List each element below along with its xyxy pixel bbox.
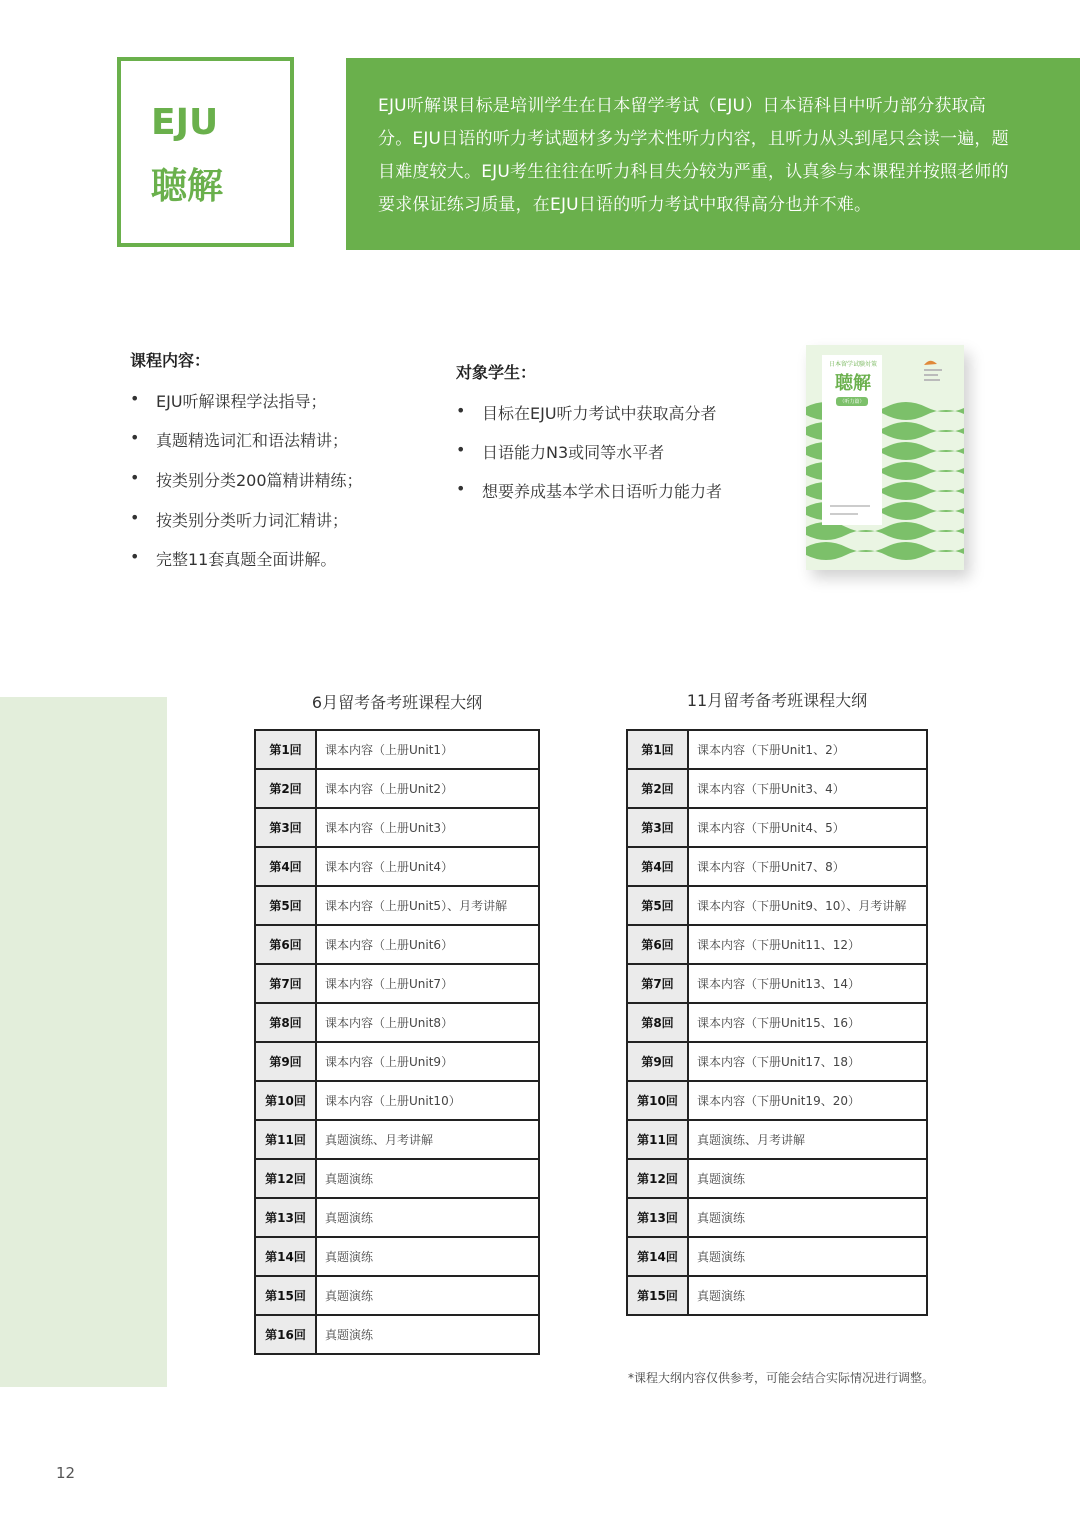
table-row bbox=[627, 769, 927, 808]
session-number: 第6回 bbox=[627, 925, 688, 964]
session-number: 第8回 bbox=[255, 1003, 316, 1042]
session-content: 课本内容（上册Unit1） bbox=[316, 730, 539, 769]
decorative-panel bbox=[0, 697, 167, 1387]
session-content: 真题演练 bbox=[316, 1315, 539, 1354]
table-row bbox=[627, 1042, 927, 1081]
title-listening: 聴解 bbox=[151, 166, 224, 207]
session-number: 第10回 bbox=[627, 1081, 688, 1120]
page-number: 12 bbox=[56, 1464, 76, 1482]
book-tag: （听力篇） bbox=[839, 399, 865, 405]
session-number: 第9回 bbox=[255, 1042, 316, 1081]
session-content: 课本内容（下册Unit13、14） bbox=[688, 964, 927, 1003]
table-row bbox=[255, 1042, 539, 1081]
table-row bbox=[255, 964, 539, 1003]
session-content: 课本内容（下册Unit1、2） bbox=[688, 730, 927, 769]
table-row bbox=[255, 769, 539, 808]
session-content: 课本内容（上册Unit5）、月考讲解 bbox=[316, 886, 539, 925]
course-item: • 完整11套真题全面讲解。 bbox=[130, 547, 363, 586]
session-content: 课本内容（上册Unit10） bbox=[316, 1081, 539, 1120]
table-row bbox=[627, 1276, 927, 1315]
table-row bbox=[627, 1159, 927, 1198]
session-number: 第8回 bbox=[627, 1003, 688, 1042]
book-cover bbox=[806, 345, 964, 570]
intro-box bbox=[346, 58, 1080, 250]
table-row bbox=[255, 1081, 539, 1120]
session-number: 第11回 bbox=[255, 1120, 316, 1159]
session-number: 第10回 bbox=[255, 1081, 316, 1120]
session-content: 课本内容（上册Unit8） bbox=[316, 1003, 539, 1042]
session-number: 第4回 bbox=[255, 847, 316, 886]
table-row bbox=[255, 1237, 539, 1276]
table-row bbox=[627, 925, 927, 964]
table-row bbox=[627, 964, 927, 1003]
november-outline-table bbox=[626, 729, 928, 1316]
table-row bbox=[255, 1315, 539, 1354]
target-item: • 目标在EJU听力考试中获取高分者 bbox=[456, 401, 722, 440]
june-outline-table bbox=[254, 729, 540, 1355]
table-row bbox=[255, 847, 539, 886]
course-list bbox=[130, 389, 363, 586]
table-row bbox=[627, 886, 927, 925]
session-content: 课本内容（下册Unit15、16） bbox=[688, 1003, 927, 1042]
session-number: 第2回 bbox=[627, 769, 688, 808]
session-content: 课本内容（下册Unit3、4） bbox=[688, 769, 927, 808]
table-row bbox=[255, 808, 539, 847]
book-title: 聴解 bbox=[835, 373, 871, 394]
course-item: • 按类别分类听力词汇精讲； bbox=[130, 508, 363, 547]
session-content: 真题演练 bbox=[688, 1237, 927, 1276]
session-content: 真题演练 bbox=[316, 1159, 539, 1198]
session-number: 第15回 bbox=[627, 1276, 688, 1315]
session-number: 第14回 bbox=[627, 1237, 688, 1276]
session-number: 第3回 bbox=[255, 808, 316, 847]
table-row bbox=[255, 1120, 539, 1159]
session-content: 真题演练 bbox=[688, 1276, 927, 1315]
table-row bbox=[627, 808, 927, 847]
target-heading: 对象学生： bbox=[456, 363, 537, 382]
session-content: 课本内容（下册Unit7、8） bbox=[688, 847, 927, 886]
session-content: 课本内容（下册Unit9、10）、月考讲解 bbox=[688, 886, 927, 925]
session-number: 第9回 bbox=[627, 1042, 688, 1081]
session-content: 课本内容（上册Unit7） bbox=[316, 964, 539, 1003]
table-row bbox=[255, 1198, 539, 1237]
session-content: 课本内容（上册Unit3） bbox=[316, 808, 539, 847]
session-content: 真题演练 bbox=[688, 1159, 927, 1198]
session-content: 课本内容（上册Unit2） bbox=[316, 769, 539, 808]
table-row bbox=[255, 1003, 539, 1042]
target-item: • 想要养成基本学术日语听力能力者 bbox=[456, 479, 722, 518]
table-row bbox=[255, 1159, 539, 1198]
session-content: 课本内容（下册Unit4、5） bbox=[688, 808, 927, 847]
course-heading: 课程内容： bbox=[130, 351, 211, 370]
table-row bbox=[627, 730, 927, 769]
session-content: 课本内容（下册Unit19、20） bbox=[688, 1081, 927, 1120]
session-content: 课本内容（下册Unit11、12） bbox=[688, 925, 927, 964]
table-row bbox=[627, 1237, 927, 1276]
outline-note: *课程大纲内容仅供参考，可能会结合实际情况进行调整。 bbox=[628, 1371, 935, 1385]
table-row bbox=[627, 1003, 927, 1042]
course-item: • 按类别分类200篇精讲精练； bbox=[130, 468, 363, 508]
target-item: • 日语能力N3或同等水平者 bbox=[456, 440, 722, 479]
session-content: 真题演练 bbox=[316, 1276, 539, 1315]
session-content: 课本内容（下册Unit17、18） bbox=[688, 1042, 927, 1081]
session-content: 课本内容（上册Unit4） bbox=[316, 847, 539, 886]
session-number: 第2回 bbox=[255, 769, 316, 808]
session-content: 真题演练、月考讲解 bbox=[688, 1120, 927, 1159]
book-series: 日本留学试験対策 bbox=[828, 361, 877, 368]
target-list bbox=[456, 401, 722, 518]
session-number: 第7回 bbox=[255, 964, 316, 1003]
title-eju: EJU bbox=[151, 102, 219, 143]
session-content: 课本内容（上册Unit6） bbox=[316, 925, 539, 964]
session-number: 第16回 bbox=[255, 1315, 316, 1354]
session-number: 第12回 bbox=[255, 1159, 316, 1198]
table-row bbox=[627, 1081, 927, 1120]
november-outline-title: 11月留考备考班课程大纲 bbox=[686, 691, 868, 710]
session-number: 第6回 bbox=[255, 925, 316, 964]
table-row bbox=[627, 847, 927, 886]
session-content: 真题演练 bbox=[316, 1198, 539, 1237]
table-row bbox=[255, 1276, 539, 1315]
session-content: 真题演练 bbox=[316, 1237, 539, 1276]
session-number: 第15回 bbox=[255, 1276, 316, 1315]
session-number: 第7回 bbox=[627, 964, 688, 1003]
session-number: 第12回 bbox=[627, 1159, 688, 1198]
session-number: 第1回 bbox=[627, 730, 688, 769]
session-number: 第1回 bbox=[255, 730, 316, 769]
course-item: • 真题精选词汇和语法精讲； bbox=[130, 428, 363, 468]
table-row bbox=[627, 1198, 927, 1237]
session-number: 第13回 bbox=[627, 1198, 688, 1237]
table-row bbox=[255, 730, 539, 769]
intro-text: EJU听解课目标是培训学生在日本留学考试（EJU）日本语科目中听力部分获取高分。EJU日语的听力考试题材多为学术性听力内容，且听力从头到尾只会读一遍，题目难度较大。EJU考生往往在听力科目失分较为严重，认真参与本课程并按照老师的要求保证练习质量，在EJU日语的听力考试中取得高分也并不难。 bbox=[378, 96, 1009, 215]
session-number: 第4回 bbox=[627, 847, 688, 886]
session-number: 第11回 bbox=[627, 1120, 688, 1159]
session-content: 课本内容（上册Unit9） bbox=[316, 1042, 539, 1081]
session-content: 真题演练 bbox=[688, 1198, 927, 1237]
session-number: 第5回 bbox=[255, 886, 316, 925]
session-number: 第5回 bbox=[627, 886, 688, 925]
session-content: 真题演练、月考讲解 bbox=[316, 1120, 539, 1159]
table-row bbox=[627, 1120, 927, 1159]
session-number: 第3回 bbox=[627, 808, 688, 847]
table-row bbox=[255, 886, 539, 925]
session-number: 第14回 bbox=[255, 1237, 316, 1276]
table-row bbox=[255, 925, 539, 964]
session-number: 第13回 bbox=[255, 1198, 316, 1237]
june-outline-title: 6月留考备考班课程大纲 bbox=[311, 693, 483, 712]
course-item: • EJU听解课程学法指导； bbox=[130, 389, 363, 428]
title-box bbox=[117, 57, 294, 247]
